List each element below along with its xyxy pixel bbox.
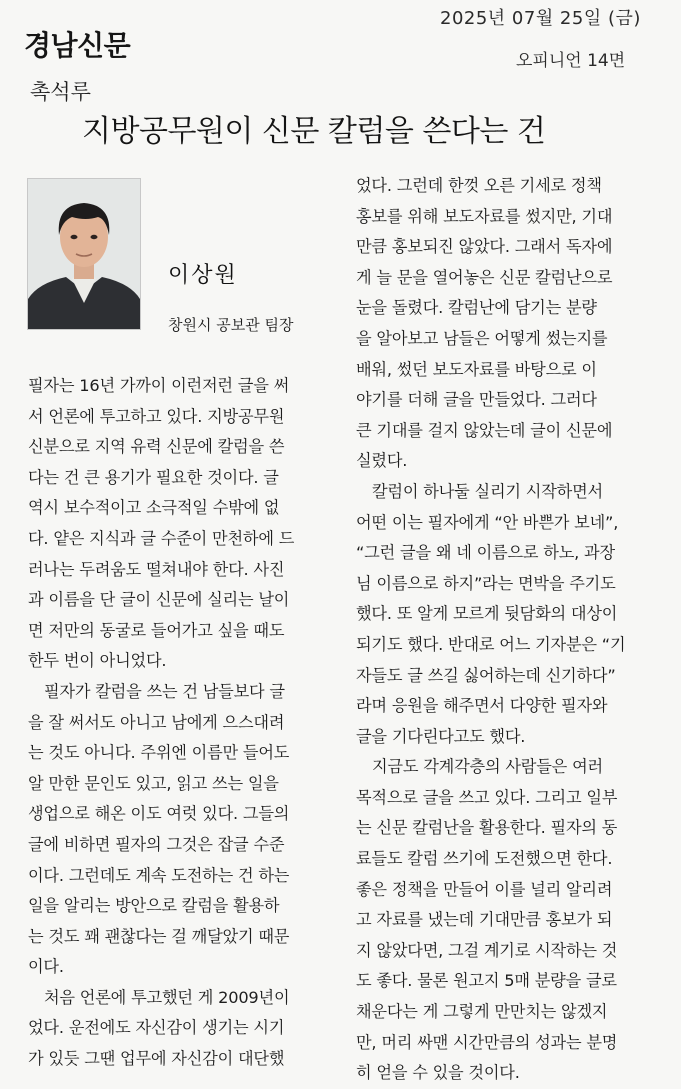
author-portrait-image	[28, 179, 140, 329]
body-line: 자들도 글 쓰길 싫어하는데 신기하다”	[356, 665, 616, 685]
author-name: 이상원	[168, 263, 238, 288]
newspaper-name: 경남신문	[24, 29, 131, 62]
body-line: 필자가 칼럼을 쓰는 건 남들보다 글	[28, 681, 285, 701]
body-line: 었다. 그런데 한껏 오른 기세로 정책	[356, 176, 602, 195]
body-line: 다. 얕은 지식과 글 수준이 만천하에 드	[28, 528, 295, 548]
body-line: 한두 번이 아니었다.	[28, 651, 167, 671]
body-line: 을 알아보고 남들은 어떻게 썼는지를	[356, 328, 608, 348]
body-line: 했다. 또 알게 모르게 뒷담화의 대상이	[356, 604, 618, 624]
body-line: 알 만한 문인도 있고, 읽고 쓰는 일을	[28, 773, 279, 793]
body-line: 처음 언론에 투고했던 게 2009년이	[28, 987, 290, 1007]
body-line: 좋은 정책을 만들어 이를 널리 알리려	[356, 879, 613, 899]
article-body-left	[28, 371, 333, 1075]
body-line: 되기도 했다. 반대로 어느 기자분은 “기	[356, 634, 626, 654]
body-line: 필자는 16년 가까이 이런저런 글을 써	[28, 376, 290, 395]
section-label: 오피니언 14면	[516, 51, 626, 71]
body-line: 지금도 각계각층의 사람들은 여러	[356, 757, 603, 777]
author-photo	[27, 178, 141, 330]
body-line: 다는 건 큰 용기가 필요한 것이다. 글	[28, 467, 279, 487]
body-line: 배워, 썼던 보도자료를 바탕으로 이	[356, 359, 597, 379]
body-line: 을 잘 써서도 아니고 남에게 으스대려	[28, 712, 285, 732]
body-line: 님 이름으로 하지”라는 면박을 주기도	[356, 573, 616, 593]
publication-date: 2025년 07월 25일 (금)	[440, 8, 641, 29]
body-line: 는 것도 꽤 괜찮다는 걸 깨달았기 때문	[28, 926, 290, 946]
body-line: 서 언론에 투고하고 있다. 지방공무원	[28, 406, 285, 426]
body-line: 었다. 운전에도 자신감이 생기는 시기	[28, 1018, 285, 1038]
body-line: 야기를 더해 글을 만들었다. 그러다	[356, 390, 597, 410]
body-line: 도 좋다. 물론 원고지 5매 분량을 글로	[356, 971, 617, 991]
body-line: 이다. 그런데도 계속 도전하는 건 하는	[28, 865, 290, 885]
body-line: 홍보를 위해 보도자료를 썼지만, 기대	[356, 206, 613, 226]
body-line: 가 있듯 그땐 업무에 자신감이 대단했	[28, 1049, 285, 1069]
body-line: 지 않았다면, 그걸 계기로 시작하는 것	[356, 940, 618, 960]
body-line: 목적으로 글을 쓰고 있다. 그리고 일부	[356, 787, 618, 807]
body-line: 히 얻을 수 있을 것이다.	[356, 1063, 520, 1083]
body-line: 큰 기대를 걸지 않았는데 글이 신문에	[356, 420, 613, 440]
body-line: 눈을 돌렸다. 칼럼난에 담기는 분량	[356, 298, 597, 318]
body-line: 라며 응원을 해주면서 다양한 필자와	[356, 696, 608, 716]
body-line: 일을 알리는 방안으로 칼럼을 활용하	[28, 896, 280, 916]
body-line: 글에 비하면 필자의 그것은 잡글 수준	[28, 834, 285, 854]
article-body-right	[356, 171, 661, 1089]
body-line: 이다.	[28, 957, 64, 977]
body-line: 글을 기다린다고도 했다.	[356, 726, 526, 746]
body-line: 는 신문 칼럼난을 활용한다. 필자의 동	[356, 818, 618, 838]
body-line: 료들도 칼럼 쓰기에 도전했으면 한다.	[356, 849, 613, 869]
body-line: 만큼 홍보되진 않았다. 그래서 독자에	[356, 237, 613, 257]
author-title: 창원시 공보관 팀장	[168, 316, 294, 334]
body-line: 신분으로 지역 유력 신문에 칼럼을 쓴	[28, 437, 285, 457]
body-line: 채운다는 게 그렇게 만만치는 않겠지	[356, 1002, 608, 1022]
body-line: 만, 머리 싸맨 시간만큼의 성과는 분명	[356, 1032, 618, 1052]
body-line: 러나는 두려움도 떨쳐내야 한다. 사진	[28, 559, 285, 579]
body-line: 면 저만의 동굴로 들어가고 싶을 때도	[28, 620, 285, 640]
body-line: 생업으로 해온 이도 여럿 있다. 그들의	[28, 804, 290, 824]
body-line: 칼럼이 하나둘 실리기 시작하면서	[356, 481, 603, 501]
body-line: 는 것도 아니다. 주위엔 이름만 들어도	[28, 743, 290, 763]
body-line: 어떤 이는 필자에게 “안 바쁜가 보네”,	[356, 512, 619, 532]
body-line: 역시 보수적이고 소극적일 수밖에 없	[28, 498, 280, 518]
body-line: 과 이름을 단 글이 신문에 실리는 날이	[28, 590, 290, 610]
body-line: “그런 글을 왜 네 이름으로 하노, 과장	[356, 543, 615, 563]
body-line: 실렸다.	[356, 451, 408, 471]
column-name: 촉석루	[30, 80, 91, 104]
body-line: 고 자료를 냈는데 기대만큼 홍보가 되	[356, 910, 613, 930]
body-line: 게 늘 문을 열어놓은 신문 칼럼난으로	[356, 267, 613, 287]
headline: 지방공무원이 신문 칼럼을 쓴다는 건	[82, 114, 546, 149]
